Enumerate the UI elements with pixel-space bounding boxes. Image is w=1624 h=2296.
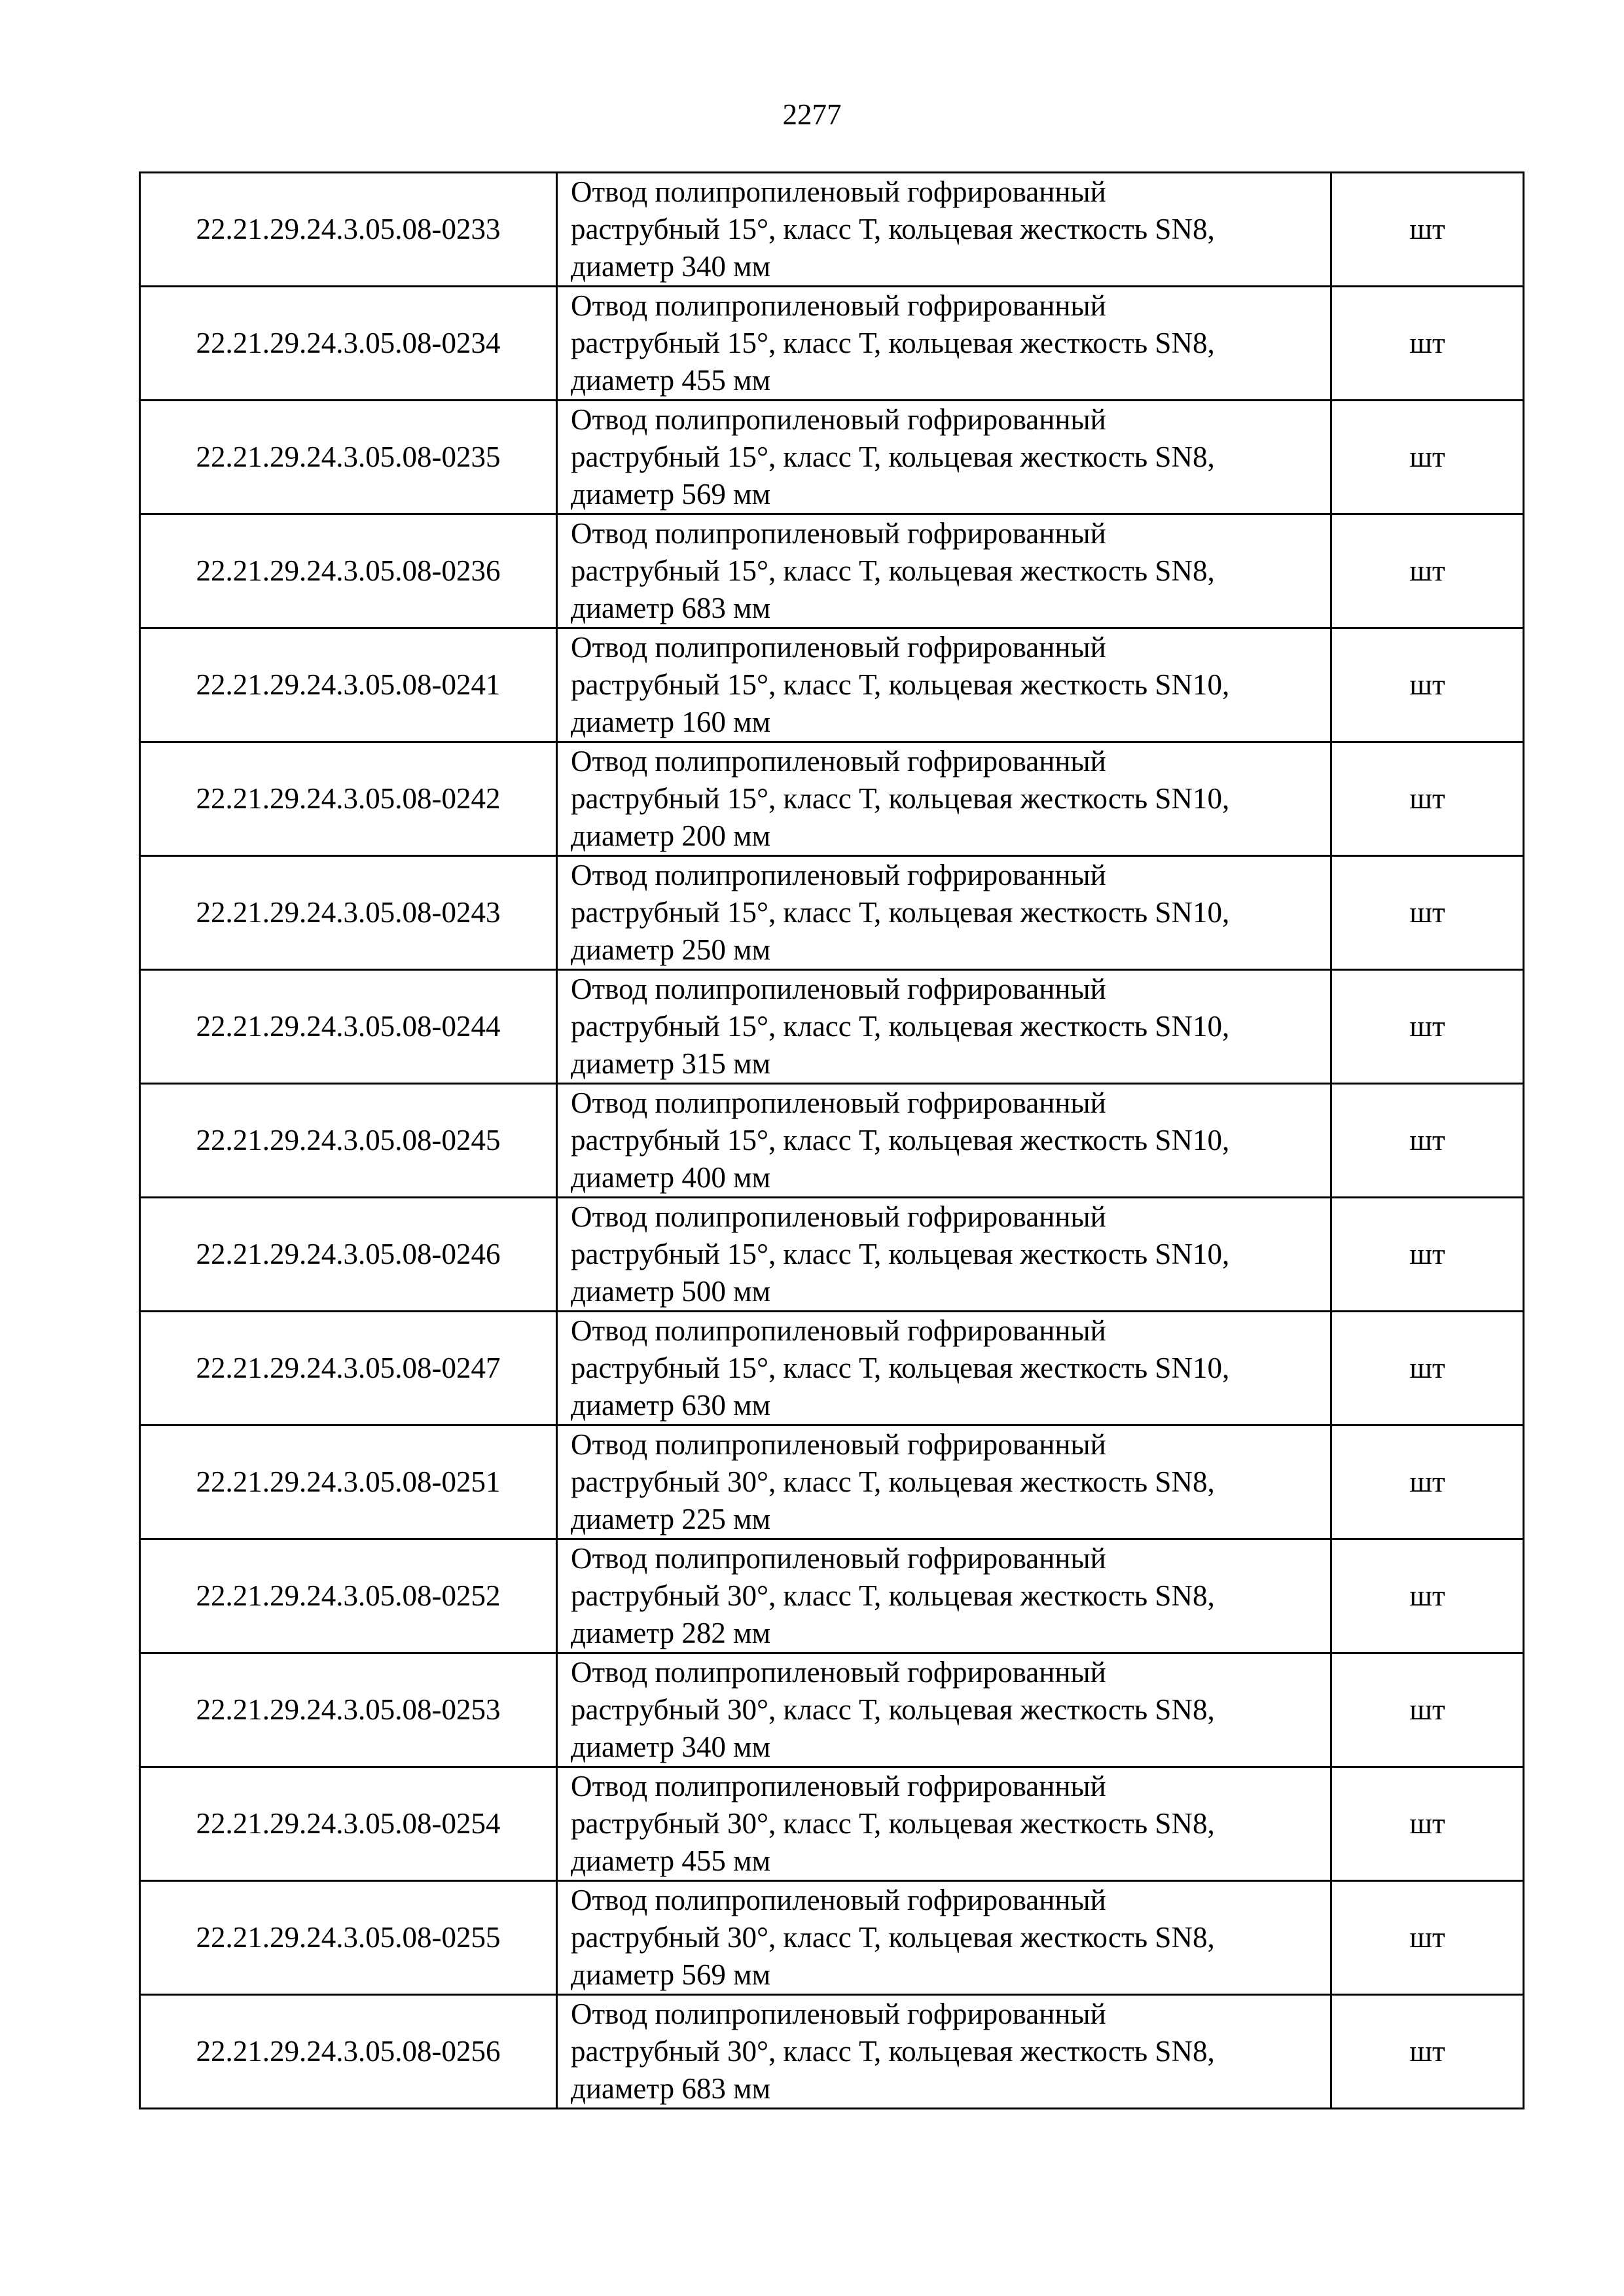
- resource-code: 22.21.29.24.3.05.08-0241: [140, 628, 557, 742]
- resource-code: 22.21.29.24.3.05.08-0244: [140, 970, 557, 1084]
- resource-description: Отвод полипропиленовый гофрированный раструбный 15°, класс Т, кольцевая жесткость SN8, диаметр 683 мм: [557, 514, 1331, 628]
- resource-code: 22.21.29.24.3.05.08-0255: [140, 1881, 557, 1995]
- resource-description: Отвод полипропиленовый гофрированный раструбный 15°, класс Т, кольцевая жесткость SN8, диаметр 455 мм: [557, 287, 1331, 401]
- resource-description: Отвод полипропиленовый гофрированный раструбный 15°, класс Т, кольцевая жесткость SN10, диаметр 250 мм: [557, 856, 1331, 970]
- resource-description: Отвод полипропиленовый гофрированный раструбный 30°, класс Т, кольцевая жесткость SN8, диаметр 282 мм: [557, 1539, 1331, 1653]
- resource-unit: шт: [1331, 1995, 1524, 2109]
- resource-unit: шт: [1331, 1312, 1524, 1426]
- resource-unit: шт: [1331, 1198, 1524, 1312]
- resource-table: [139, 171, 1525, 2109]
- table-row: [140, 1767, 1524, 1881]
- resource-unit: шт: [1331, 1767, 1524, 1881]
- resource-description: Отвод полипропиленовый гофрированный раструбный 15°, класс Т, кольцевая жесткость SN10, диаметр 160 мм: [557, 628, 1331, 742]
- resource-description: Отвод полипропиленовый гофрированный раструбный 30°, класс Т, кольцевая жесткость SN8, диаметр 569 мм: [557, 1881, 1331, 1995]
- resource-description: Отвод полипропиленовый гофрированный раструбный 15°, класс Т, кольцевая жесткость SN10, диаметр 630 мм: [557, 1312, 1331, 1426]
- table-row: [140, 1426, 1524, 1539]
- resource-code: 22.21.29.24.3.05.08-0236: [140, 514, 557, 628]
- resource-code: 22.21.29.24.3.05.08-0247: [140, 1312, 557, 1426]
- resource-description: Отвод полипропиленовый гофрированный раструбный 15°, класс Т, кольцевая жесткость SN10, диаметр 315 мм: [557, 970, 1331, 1084]
- resource-code: 22.21.29.24.3.05.08-0243: [140, 856, 557, 970]
- resource-unit: шт: [1331, 970, 1524, 1084]
- resource-description: Отвод полипропиленовый гофрированный раструбный 15°, класс Т, кольцевая жесткость SN8, диаметр 569 мм: [557, 401, 1331, 514]
- resource-unit: шт: [1331, 1881, 1524, 1995]
- resource-code: 22.21.29.24.3.05.08-0253: [140, 1653, 557, 1767]
- table-row: [140, 1995, 1524, 2109]
- resource-description: Отвод полипропиленовый гофрированный раструбный 30°, класс Т, кольцевая жесткость SN8, диаметр 225 мм: [557, 1426, 1331, 1539]
- table-row: [140, 1539, 1524, 1653]
- table-row: [140, 173, 1524, 287]
- table-row: [140, 742, 1524, 856]
- table-row: [140, 1198, 1524, 1312]
- resource-unit: шт: [1331, 742, 1524, 856]
- resource-code: 22.21.29.24.3.05.08-0256: [140, 1995, 557, 2109]
- resource-code: 22.21.29.24.3.05.08-0233: [140, 173, 557, 287]
- resource-unit: шт: [1331, 628, 1524, 742]
- resource-code: 22.21.29.24.3.05.08-0242: [140, 742, 557, 856]
- resource-description: Отвод полипропиленовый гофрированный раструбный 15°, класс Т, кольцевая жесткость SN10, диаметр 200 мм: [557, 742, 1331, 856]
- resource-unit: шт: [1331, 1539, 1524, 1653]
- table-row: [140, 1881, 1524, 1995]
- table-row: [140, 1084, 1524, 1198]
- table-row: [140, 401, 1524, 514]
- table-row: [140, 628, 1524, 742]
- resource-unit: шт: [1331, 1426, 1524, 1539]
- resource-code: 22.21.29.24.3.05.08-0251: [140, 1426, 557, 1539]
- table-row: [140, 287, 1524, 401]
- table-row: [140, 514, 1524, 628]
- table-row: [140, 970, 1524, 1084]
- resource-unit: шт: [1331, 173, 1524, 287]
- resource-unit: шт: [1331, 287, 1524, 401]
- resource-code: 22.21.29.24.3.05.08-0252: [140, 1539, 557, 1653]
- resource-unit: шт: [1331, 401, 1524, 514]
- resource-code: 22.21.29.24.3.05.08-0235: [140, 401, 557, 514]
- table-row: [140, 1312, 1524, 1426]
- resource-description: Отвод полипропиленовый гофрированный раструбный 30°, класс Т, кольцевая жесткость SN8, диаметр 340 мм: [557, 1653, 1331, 1767]
- table-row: [140, 1653, 1524, 1767]
- resource-description: Отвод полипропиленовый гофрированный раструбный 15°, класс Т, кольцевая жесткость SN10, диаметр 400 мм: [557, 1084, 1331, 1198]
- resource-unit: шт: [1331, 514, 1524, 628]
- resource-description: Отвод полипропиленовый гофрированный раструбный 30°, класс Т, кольцевая жесткость SN8, диаметр 455 мм: [557, 1767, 1331, 1881]
- resource-description: Отвод полипропиленовый гофрированный раструбный 30°, класс Т, кольцевая жесткость SN8, диаметр 683 мм: [557, 1995, 1331, 2109]
- resource-description: Отвод полипропиленовый гофрированный раструбный 15°, класс Т, кольцевая жесткость SN10, диаметр 500 мм: [557, 1198, 1331, 1312]
- page-number: 2277: [782, 98, 842, 131]
- resource-code: 22.21.29.24.3.05.08-0254: [140, 1767, 557, 1881]
- table-row: [140, 856, 1524, 970]
- resource-description: Отвод полипропиленовый гофрированный раструбный 15°, класс Т, кольцевая жесткость SN8, диаметр 340 мм: [557, 173, 1331, 287]
- resource-code: 22.21.29.24.3.05.08-0246: [140, 1198, 557, 1312]
- resource-unit: шт: [1331, 1084, 1524, 1198]
- resource-unit: шт: [1331, 1653, 1524, 1767]
- resource-code: 22.21.29.24.3.05.08-0245: [140, 1084, 557, 1198]
- resource-unit: шт: [1331, 856, 1524, 970]
- resource-code: 22.21.29.24.3.05.08-0234: [140, 287, 557, 401]
